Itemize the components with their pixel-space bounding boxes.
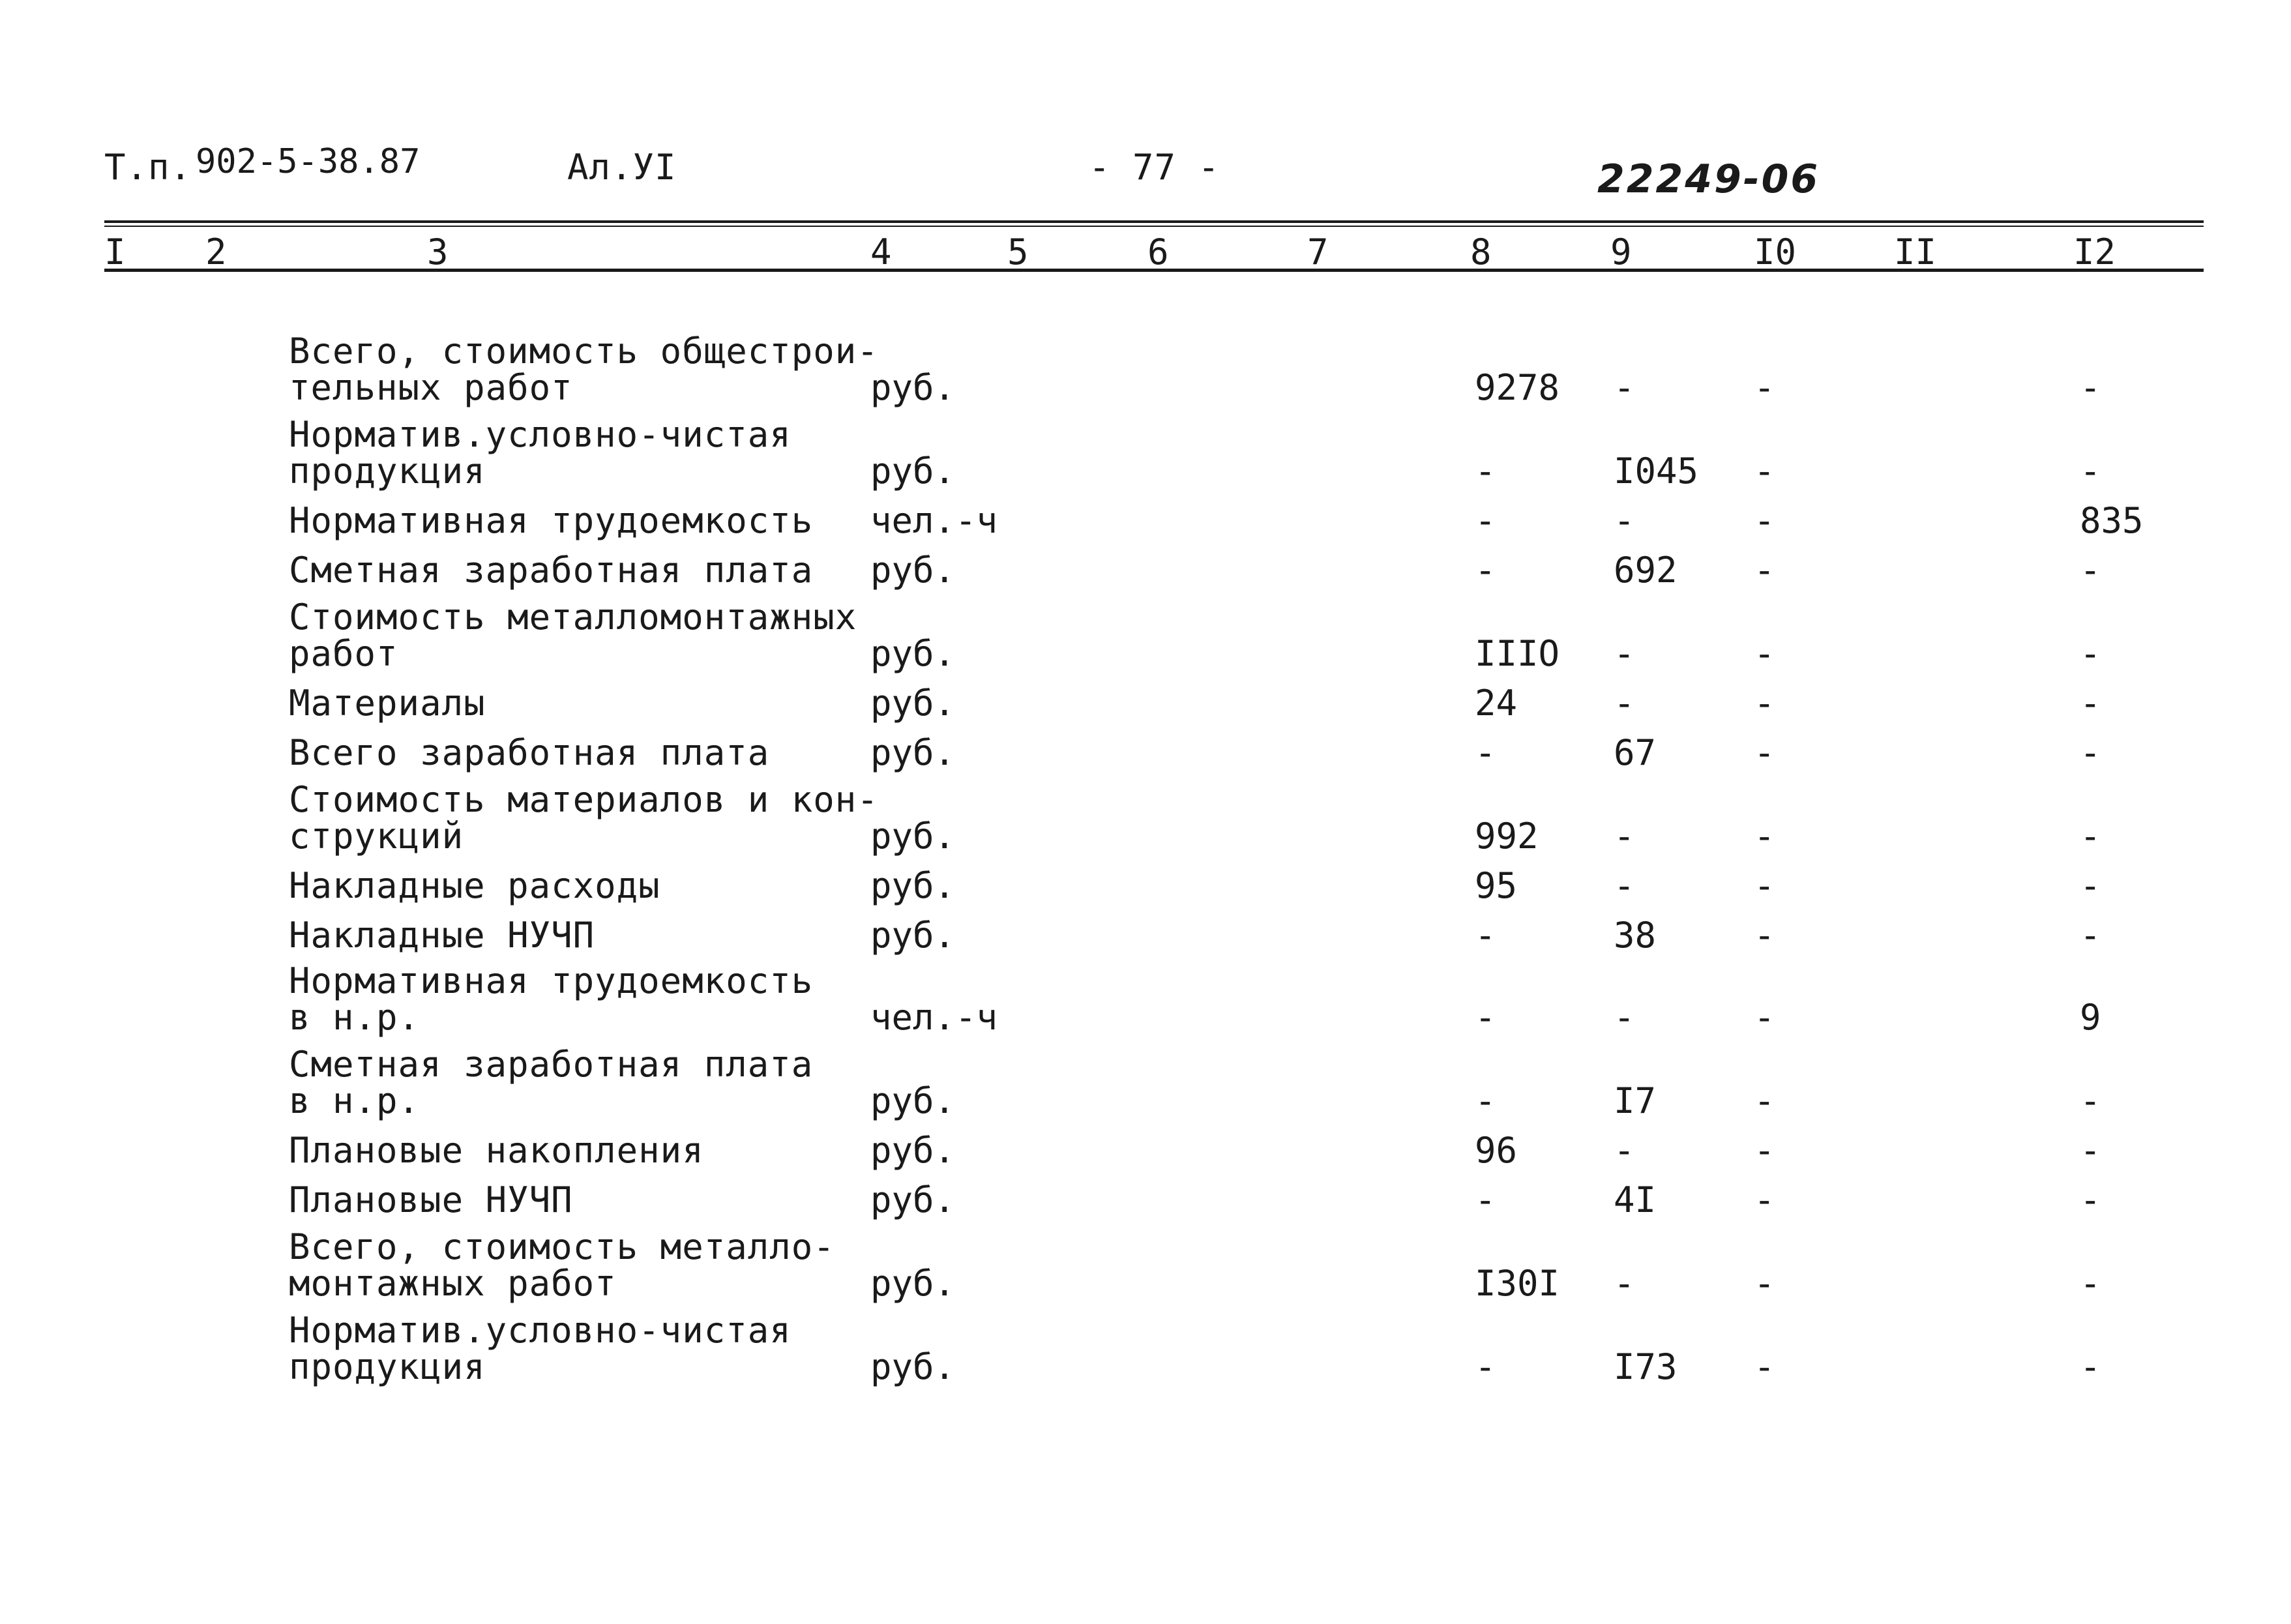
cell-c10: - — [1754, 915, 1775, 956]
row-unit: чел.-ч — [870, 997, 998, 1038]
row-label: Всего, стоимость общестрои- — [289, 331, 879, 372]
column-number: 5 — [1007, 231, 1029, 273]
cell-c12: - — [2080, 367, 2101, 408]
row-label: Накладные расходы — [289, 865, 660, 906]
cell-c10: - — [1754, 1346, 1775, 1387]
cell-c12: - — [2080, 865, 2101, 906]
cell-c8: - — [1475, 500, 1496, 541]
cell-c9: - — [1614, 1263, 1635, 1304]
cell-c9: 692 — [1614, 550, 1678, 591]
row-unit: руб. — [870, 1346, 956, 1387]
cell-c10: - — [1754, 367, 1775, 408]
row-label: работ — [289, 633, 398, 674]
cell-c10: - — [1754, 865, 1775, 906]
row-label: Материалы — [289, 683, 486, 724]
column-number: I — [104, 231, 126, 273]
cell-c9: I045 — [1614, 450, 1699, 492]
row-label: Стоимость металломонтажных — [289, 597, 857, 638]
project-code: 902-5-38.87 — [196, 142, 421, 181]
row-unit: руб. — [870, 865, 956, 906]
header-top-rule-thin — [104, 226, 2204, 227]
cell-c9: - — [1614, 500, 1635, 541]
cell-c12: - — [2080, 816, 2101, 857]
row-label: Всего, стоимость металло- — [289, 1226, 835, 1267]
cell-c8: 24 — [1475, 683, 1518, 724]
row-unit: руб. — [870, 1130, 956, 1171]
column-number: 9 — [1610, 231, 1632, 273]
row-label: Нормативная трудоемкость — [289, 960, 814, 1001]
cell-c9: 67 — [1614, 732, 1657, 773]
cell-c9: - — [1614, 865, 1635, 906]
cell-c8: - — [1475, 450, 1496, 492]
cell-c10: - — [1754, 550, 1775, 591]
cell-c10: - — [1754, 732, 1775, 773]
cell-c10: - — [1754, 500, 1775, 541]
row-unit: руб. — [870, 732, 956, 773]
cell-c12: - — [2080, 1130, 2101, 1171]
row-unit: руб. — [870, 367, 956, 408]
cell-c12: 835 — [2080, 500, 2144, 541]
row-unit: руб. — [870, 633, 956, 674]
cell-c10: - — [1754, 1080, 1775, 1121]
cell-c12: - — [2080, 450, 2101, 492]
column-number: 8 — [1470, 231, 1492, 273]
row-label: тельных работ — [289, 367, 573, 408]
cell-c8: - — [1475, 1179, 1496, 1220]
row-label: струкций — [289, 816, 464, 857]
cell-c9: I7 — [1614, 1080, 1657, 1121]
row-unit: руб. — [870, 683, 956, 724]
column-number: I2 — [2073, 231, 2116, 273]
cell-c8: I30I — [1475, 1263, 1560, 1304]
cell-c9: - — [1614, 633, 1635, 674]
column-number: 3 — [427, 231, 449, 273]
album-number: Ал.УI — [567, 147, 677, 188]
cell-c12: 9 — [2080, 997, 2101, 1038]
cell-c12: - — [2080, 1179, 2101, 1220]
row-unit: руб. — [870, 450, 956, 492]
column-number: 6 — [1147, 231, 1169, 273]
cell-c12: - — [2080, 683, 2101, 724]
cell-c12: - — [2080, 1080, 2101, 1121]
row-unit: руб. — [870, 1080, 956, 1121]
row-label: Плановые накопления — [289, 1130, 704, 1171]
row-unit: руб. — [870, 550, 956, 591]
cell-c10: - — [1754, 1179, 1775, 1220]
cell-c8: - — [1475, 1080, 1496, 1121]
row-label: в н.р. — [289, 1080, 421, 1121]
column-number: 4 — [870, 231, 892, 273]
cell-c12: - — [2080, 732, 2101, 773]
cell-c12: - — [2080, 1263, 2101, 1304]
cell-c8: - — [1475, 732, 1496, 773]
row-label: Сметная заработная плата — [289, 550, 814, 591]
cell-c9: - — [1614, 997, 1635, 1038]
column-number: 7 — [1307, 231, 1329, 273]
cell-c9: 4I — [1614, 1179, 1657, 1220]
cell-c8: 96 — [1475, 1130, 1518, 1171]
row-label: в н.р. — [289, 997, 421, 1038]
row-label: Стоимость материалов и кон- — [289, 779, 879, 820]
row-label: Накладные НУЧП — [289, 915, 595, 956]
row-label: Норматив.условно-чистая — [289, 1310, 791, 1351]
row-unit: руб. — [870, 816, 956, 857]
document-number: 22249-06 — [1597, 156, 1820, 202]
cell-c8: - — [1475, 550, 1496, 591]
row-label: продукция — [289, 450, 486, 492]
cell-c10: - — [1754, 997, 1775, 1038]
row-unit: руб. — [870, 1263, 956, 1304]
row-unit: руб. — [870, 915, 956, 956]
row-label: Всего заработная плата — [289, 732, 770, 773]
row-label: Норматив.условно-чистая — [289, 414, 791, 455]
row-label: Нормативная трудоемкость — [289, 500, 814, 541]
cell-c10: - — [1754, 683, 1775, 724]
cell-c10: - — [1754, 1130, 1775, 1171]
page-number: - 77 - — [1089, 147, 1220, 188]
cell-c9: I73 — [1614, 1346, 1678, 1387]
row-unit: руб. — [870, 1179, 956, 1220]
cell-c8: 9278 — [1475, 367, 1560, 408]
cell-c10: - — [1754, 633, 1775, 674]
cell-c8: - — [1475, 915, 1496, 956]
cell-c8: 95 — [1475, 865, 1518, 906]
cell-c9: - — [1614, 367, 1635, 408]
cell-c9: - — [1614, 816, 1635, 857]
cell-c9: 38 — [1614, 915, 1657, 956]
cell-c12: - — [2080, 633, 2101, 674]
cell-c10: - — [1754, 1263, 1775, 1304]
row-label: Плановые НУЧП — [289, 1179, 573, 1220]
row-unit: чел.-ч — [870, 500, 998, 541]
cell-c8: 992 — [1475, 816, 1539, 857]
cell-c9: - — [1614, 683, 1635, 724]
column-number: 2 — [205, 231, 227, 273]
cell-c8: IIIO — [1475, 633, 1560, 674]
column-number: I0 — [1754, 231, 1797, 273]
row-label: продукция — [289, 1346, 486, 1387]
cell-c12: - — [2080, 550, 2101, 591]
header-top-rule — [104, 220, 2204, 223]
cell-c10: - — [1754, 450, 1775, 492]
doc-prefix: Т.п. — [104, 147, 192, 188]
column-number: II — [1894, 231, 1937, 273]
cell-c10: - — [1754, 816, 1775, 857]
cell-c8: - — [1475, 1346, 1496, 1387]
row-label: Сметная заработная плата — [289, 1044, 814, 1085]
cell-c12: - — [2080, 915, 2101, 956]
cell-c9: - — [1614, 1130, 1635, 1171]
row-label: монтажных работ — [289, 1263, 617, 1304]
cell-c8: - — [1475, 997, 1496, 1038]
cell-c12: - — [2080, 1346, 2101, 1387]
